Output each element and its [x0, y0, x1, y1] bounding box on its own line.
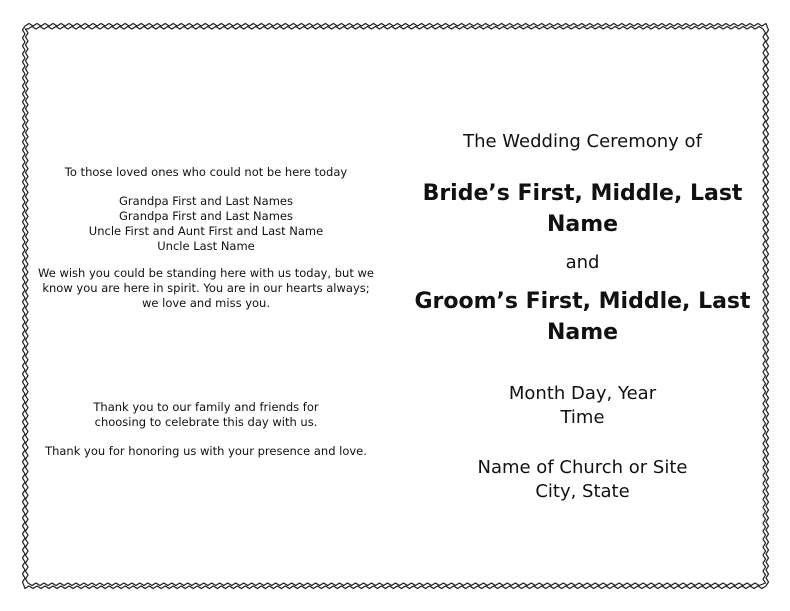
ceremony-date: Month Day, Year — [508, 383, 657, 404]
bride-name — [405, 178, 760, 240]
groom-name-line: Name — [546, 320, 619, 345]
thanks-family-line: choosing to celebrate this day with us. — [94, 415, 318, 429]
ceremony-title: The Wedding Ceremony of — [463, 131, 702, 152]
thanks-family — [30, 400, 382, 430]
memorial-message — [30, 266, 382, 311]
venue-city-state: City, State — [535, 481, 630, 502]
memorial-message-line: know you are here in spirit. You are in our hearts always; — [42, 281, 370, 295]
groom-name — [405, 286, 760, 348]
thanks-presence: Thank you for honoring us with your presence and love. — [45, 444, 367, 458]
memorial-name: Grandpa First and Last Names — [119, 209, 293, 223]
groom-name-line: Groom’s First, Middle, Last — [414, 289, 751, 314]
bride-name-line: Name — [546, 212, 619, 237]
ceremony-time: Time — [560, 407, 605, 428]
memorial-message-line: we love and miss you. — [141, 296, 271, 310]
date-time — [405, 382, 760, 430]
venue-block — [405, 456, 760, 504]
memorial-name: Grandpa First and Last Names — [119, 194, 293, 208]
bride-name-line: Bride’s First, Middle, Last — [422, 181, 743, 206]
thanks-family-line: Thank you to our family and friends for — [93, 400, 319, 414]
memorial-heading: To those loved ones who could not be here today — [64, 165, 348, 179]
memorial-name: Uncle First and Aunt First and Last Name — [88, 224, 324, 238]
memorial-names-list — [30, 194, 382, 254]
venue-name: Name of Church or Site — [477, 457, 688, 478]
memorial-name: Uncle Last Name — [157, 239, 255, 253]
conjunction-and: and — [565, 252, 600, 273]
memorial-message-line: We wish you could be standing here with us today, but we — [38, 266, 374, 280]
